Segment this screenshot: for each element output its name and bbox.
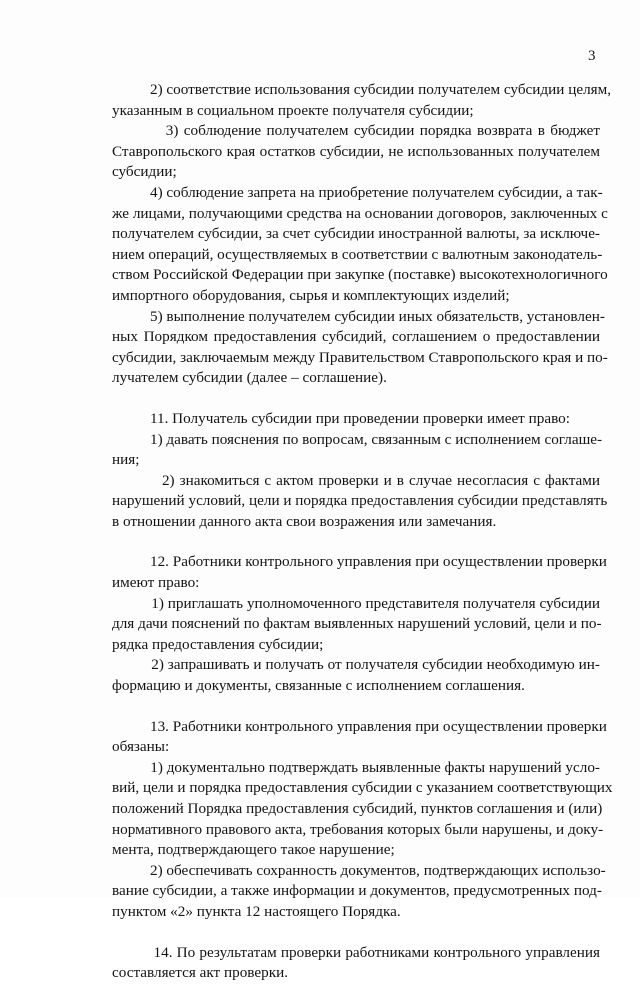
- text-line: нарушений условий, цели и порядка предоставления субсидии представлять: [112, 492, 608, 510]
- text-line: положений Порядка предоставления субсидий, пунктов соглашения и (или): [112, 800, 603, 817]
- paragraph: [112, 717, 607, 758]
- text-line: вий, цели и порядка предоставления субсидии с указанием соответствующих: [112, 779, 613, 797]
- text-line: мента, подтверждающего такое нарушение;: [112, 841, 395, 859]
- text-line: 13. Работники контрольного управления при осуществлении проверки: [112, 717, 607, 735]
- document-body: [112, 80, 613, 984]
- text-line: субсидии, заключаемым между Правительством Ставропольского края и по-: [112, 348, 608, 366]
- text-line: 1) давать пояснения по вопросам, связанным с исполнением соглаше-: [112, 430, 603, 448]
- paragraph: [112, 121, 600, 183]
- section-gap: [112, 697, 600, 717]
- text-line: формацию и документы, связанные с исполнением соглашения.: [112, 677, 525, 695]
- text-line: 4) соблюдение запрета на приобретение получателем субсидии, а так-: [112, 183, 603, 201]
- text-line: ных Порядком предоставления субсидий, соглашением о предоставлении: [112, 328, 600, 346]
- section-gap: [112, 389, 600, 409]
- text-line: ния;: [112, 451, 140, 469]
- text-line: ством Российской Федерации при закупке (поставке) высокотехнологичного: [112, 266, 608, 284]
- paragraph: [112, 552, 607, 593]
- text-line: в отношении данного акта свои возражения или замечания.: [112, 512, 497, 530]
- paragraph: [112, 943, 600, 984]
- section-gap: [112, 923, 600, 943]
- text-line: 5) выполнение получателем субсидии иных обязательств, установлен-: [112, 307, 605, 325]
- text-line: 1) приглашать уполномоченного представителя получателя субсидии: [112, 594, 600, 612]
- text-line: 2) знакомиться с актом проверки и в случае несогласия с фактами: [112, 471, 600, 489]
- section-gap: [112, 532, 600, 552]
- paragraph: [112, 594, 600, 656]
- paragraph: [112, 430, 603, 471]
- paragraph: [112, 80, 612, 121]
- text-line: имеют право:: [112, 574, 200, 592]
- text-line: 2) соответствие использования субсидии получателем субсидии целям,: [112, 81, 612, 98]
- text-line: 12. Работники контрольного управления при осуществлении проверки: [112, 553, 607, 571]
- text-line: импортного оборудования, сырья и комплектующих изделий;: [112, 286, 510, 304]
- text-line: 1) документально подтверждать выявленные факты нарушений усло-: [112, 758, 600, 776]
- text-line: Ставропольского края остатков субсидии, не использованных получателем: [112, 142, 600, 160]
- paragraph: [112, 409, 600, 430]
- text-line: 11. Получатель субсидии при проведении проверки имеет право:: [112, 409, 570, 427]
- text-line: составляется акт проверки.: [112, 964, 289, 982]
- text-line: 3) соблюдение получателем субсидии порядка возврата в бюджет: [112, 122, 600, 140]
- paragraph: [112, 655, 600, 696]
- paragraph: [112, 183, 608, 307]
- text-line: лучателем субсидии (далее – соглашение).: [112, 369, 387, 387]
- text-line: для дачи пояснений по фактам выявленных нарушений условий, цели и по-: [112, 615, 602, 633]
- text-line: же лицами, получающими средства на основании договоров, заключенных с: [112, 204, 608, 222]
- text-line: 2) запрашивать и получать от получателя субсидии необходимую ин-: [112, 656, 600, 674]
- text-line: 2) обеспечивать сохранность документов, подтверждающих использо-: [112, 861, 606, 879]
- paragraph: [112, 307, 608, 389]
- text-line: 14. По результатам проверки работниками контрольного управления: [112, 943, 600, 961]
- text-line: обязаны:: [112, 738, 170, 756]
- paragraph: [112, 861, 606, 923]
- paragraph: [112, 758, 613, 861]
- text-line: получателем субсидии, за счет субсидии иностранной валюты, за исключе-: [112, 225, 600, 243]
- paragraph: [112, 471, 608, 533]
- text-line: субсидии;: [112, 163, 177, 181]
- page-number: 3: [588, 48, 596, 64]
- text-line: рядка предоставления субсидии;: [112, 635, 324, 653]
- text-line: нормативного правового акта, требования которых были нарушены, и доку-: [112, 820, 604, 838]
- text-line: указанным в социальном проекте получателя субсидии;: [112, 101, 474, 119]
- text-line: пунктом «2» пункта 12 настоящего Порядка.: [112, 902, 401, 920]
- text-line: нием операций, осуществляемых в соответствии с валютным законодатель-: [112, 245, 603, 263]
- text-line: вание субсидии, а также информации и документов, предусмотренных под-: [112, 882, 602, 900]
